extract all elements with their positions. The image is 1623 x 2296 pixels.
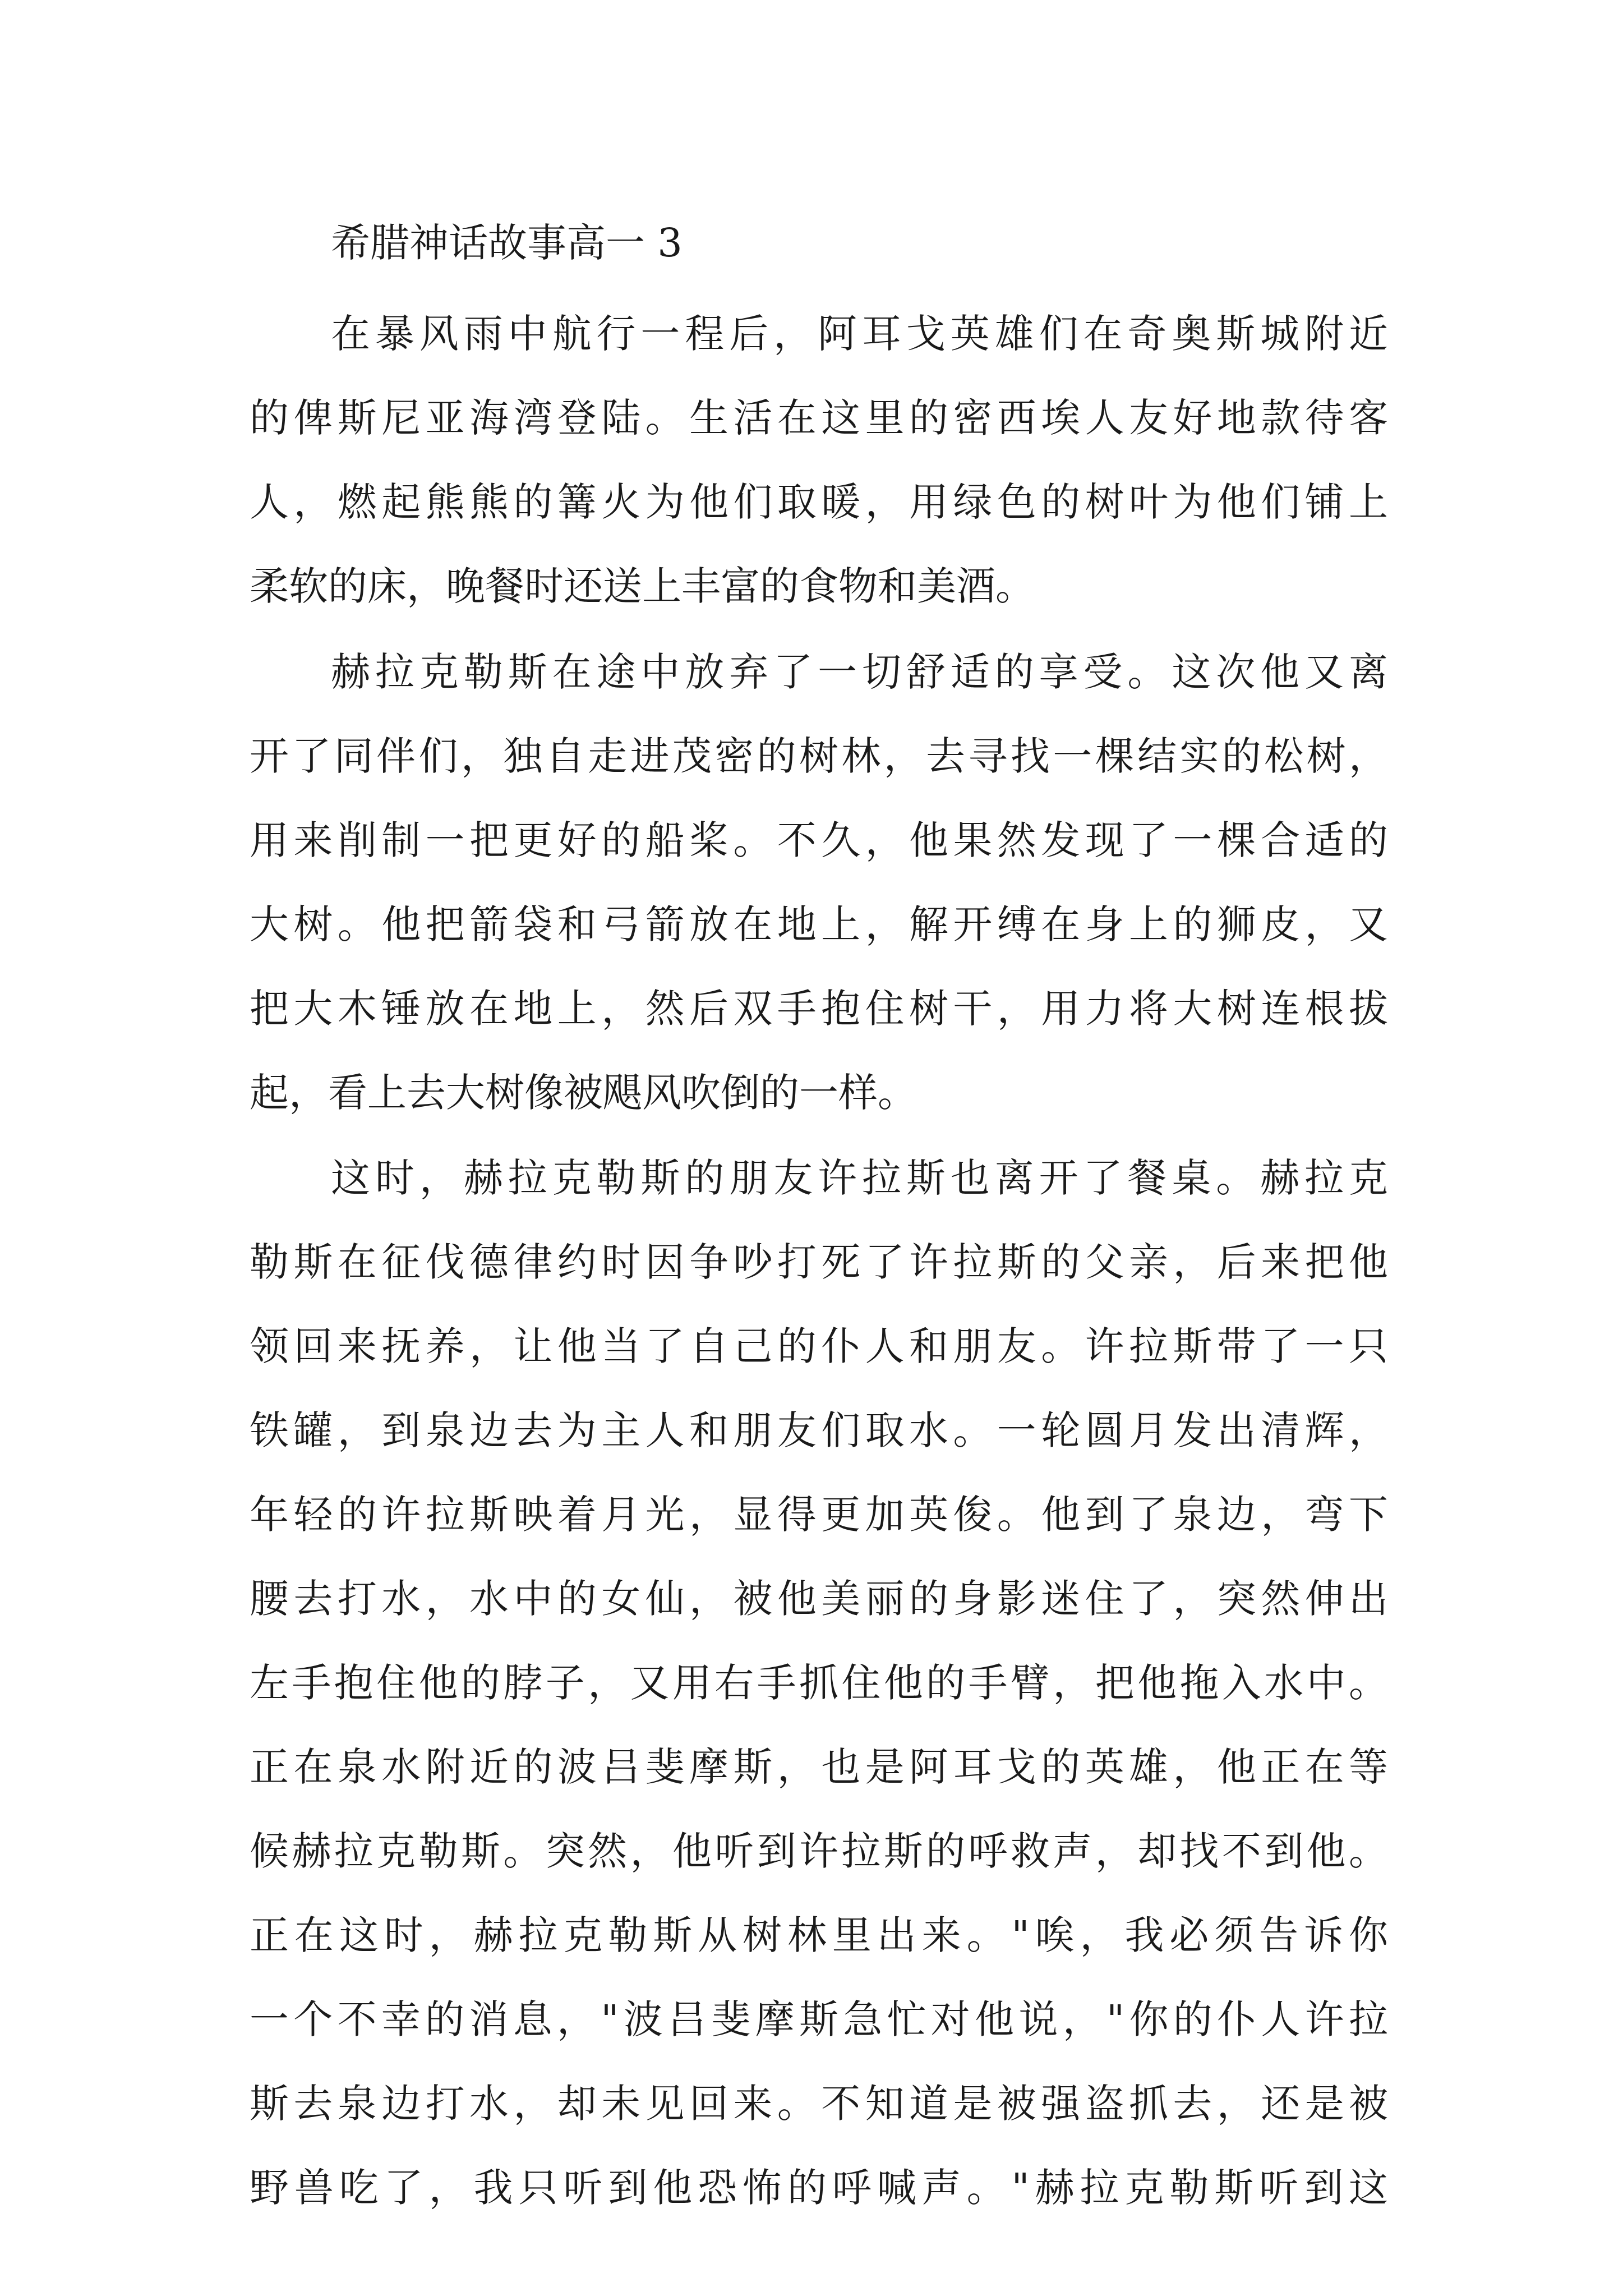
- paragraph-3-line-8: 正在泉水附近的波吕斐摩斯，也是阿耳戈的英雄，他正在等: [250, 1744, 1388, 1790]
- paragraph-3-line-2: 勒斯在征伐德律约时因争吵打死了许拉斯的父亲，后来把他: [250, 1239, 1388, 1285]
- paragraph-3-line-6: 腰去打水，水中的女仙，被他美丽的身影迷住了，突然伸出: [250, 1576, 1388, 1622]
- paragraph-2-line-6: 起，看上去大树像被飓风吹倒的一样。: [250, 1070, 917, 1116]
- paragraph-2-line-3: 用来削制一把更好的船桨。不久，他果然发现了一棵合适的: [250, 817, 1388, 863]
- paragraph-3-line-11: 一个不幸的消息，"波吕斐摩斯急忙对他说，"你的仆人许拉: [250, 1996, 1388, 2042]
- document-title: 希腊神话故事高一 3: [331, 220, 683, 266]
- paragraph-2-line-5: 把大木锤放在地上，然后双手抱住树干，用力将大树连根拔: [250, 986, 1388, 1032]
- paragraph-3-line-12: 斯去泉边打水，却未见回来。不知道是被强盗抓去，还是被: [250, 2081, 1388, 2127]
- paragraph-2-line-1: 赫拉克勒斯在途中放弃了一切舒适的享受。这次他又离: [331, 649, 1388, 695]
- paragraph-3-line-9: 候赫拉克勒斯。突然，他听到许拉斯的呼救声，却找不到他。: [250, 1828, 1388, 1874]
- paragraph-1-line-2: 的俾斯尼亚海湾登陆。生活在这里的密西埃人友好地款待客: [250, 395, 1388, 441]
- paragraph-3-line-7: 左手抱住他的脖子，又用右手抓住他的手臂，把他拖入水中。: [250, 1660, 1388, 1706]
- paragraph-1-line-4: 柔软的床，晚餐时还送上丰富的食物和美酒。: [250, 563, 1035, 609]
- paragraph-1-line-1: 在暴风雨中航行一程后，阿耳戈英雄们在奇奥斯城附近: [331, 311, 1388, 357]
- paragraph-3-line-4: 铁罐，到泉边去为主人和朋友们取水。一轮圆月发出清辉，: [250, 1407, 1388, 1453]
- paragraph-2-line-2: 开了同伴们，独自走进茂密的树林，去寻找一棵结实的松树，: [250, 733, 1388, 779]
- paragraph-3-line-13: 野兽吃了，我只听到他恐怖的呼喊声。"赫拉克勒斯听到这: [250, 2165, 1388, 2211]
- paragraph-3-line-10: 正在这时，赫拉克勒斯从树林里出来。"唉，我必须告诉你: [250, 1912, 1388, 1958]
- paragraph-2-line-4: 大树。他把箭袋和弓箭放在地上，解开缚在身上的狮皮，又: [250, 901, 1388, 947]
- paragraph-3-line-1: 这时，赫拉克勒斯的朋友许拉斯也离开了餐桌。赫拉克: [331, 1155, 1388, 1201]
- paragraph-3-line-3: 领回来抚养，让他当了自己的仆人和朋友。许拉斯带了一只: [250, 1323, 1388, 1369]
- paragraph-3-line-5: 年轻的许拉斯映着月光，显得更加英俊。他到了泉边，弯下: [250, 1492, 1388, 1538]
- paragraph-1-line-3: 人，燃起熊熊的篝火为他们取暖，用绿色的树叶为他们铺上: [250, 479, 1388, 525]
